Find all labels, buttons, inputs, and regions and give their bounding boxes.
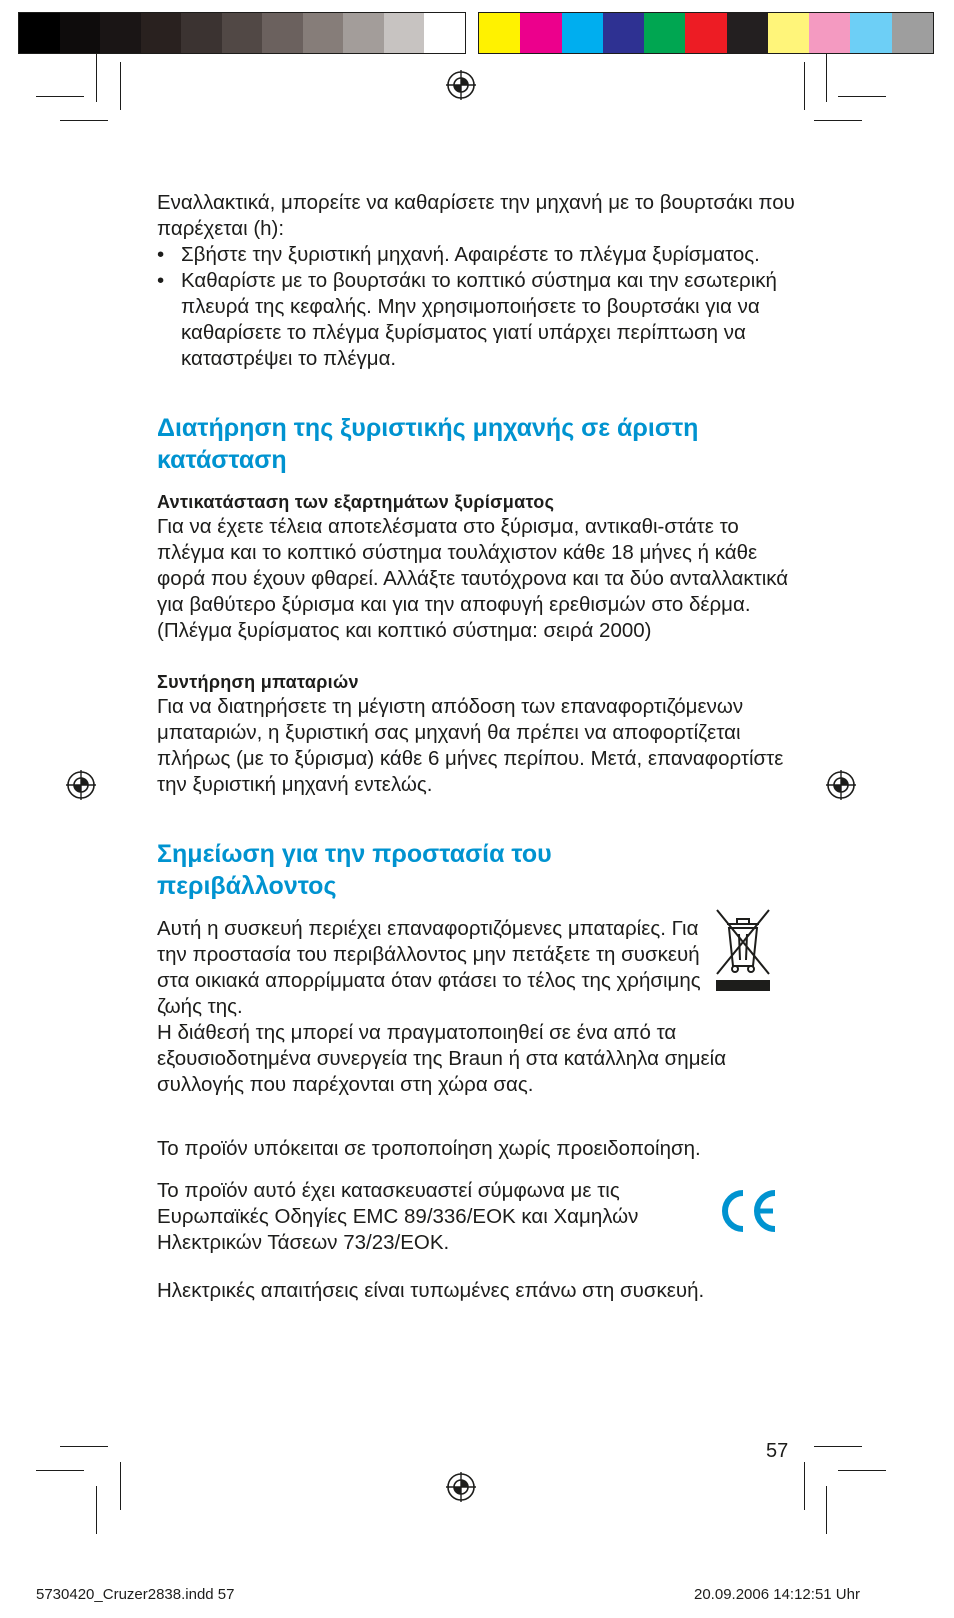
crop-mark [826,54,827,102]
calibration-swatch [727,13,768,53]
bullet-icon: • [157,243,165,266]
calibration-swatch [685,13,726,53]
modification-notice: Το προϊόν υπόκειται σε τροποποίηση χωρίς προειδοποίηση. [157,1137,701,1160]
calibration-swatch [303,13,344,53]
section-heading-environment: Σημείωση για την προστασία του περιβάλλοντος [157,840,552,900]
calibration-swatch [768,13,809,53]
replacement-note: (Πλέγμα ξυρίσματος και κοπτικό σύστημα: σειρά 2000) [157,619,652,642]
slug-filename: 5730420_Cruzer2838.indd 57 [36,1586,235,1603]
battery-text: Για να διατηρήσετε τη μέγιστη απόδοση των επαναφορτιζόμενων μπαταριών, η ξυριστική σας μηχανή θα πρέπει να αποφορτίζεται πλήρως (με το ξύρισμα) κάθε 6 μήνες περίπου. Μετά, επαναφορτίστε την ξυριστική μηχανή εντελώς. [157,695,784,796]
list-item-text: Καθαρίστε με το βουρτσάκι το κοπτικό σύστημα και την εσωτερική πλευρά της κεφαλής. Μην χρησιμοποιήσετε το βουρτσάκι για να καθαρίσετε το πλέγμα ξυρίσματος γιατί υπάρχει περίπτωση να καταστρέψει το πλέγμα. [181,269,777,370]
crop-mark [36,1470,84,1471]
crop-mark [826,1486,827,1534]
crop-mark [96,1486,97,1534]
crop-mark [814,1446,862,1447]
calibration-swatch [562,13,603,53]
list-item [157,268,797,372]
replacement-text: Για να έχετε τέλεια αποτελέσματα στο ξύρισμα, αντικαθι-στάτε το πλέγμα και το κοπτικό σύστημα τουλάχιστον κάθε 18 μήνες ή κάθε φορά που έχουν φθαρεί. Αλλάξτε ταυτόχρονα και τα δύο ανταλλακτικά για βαθύτερο ξύρισμα και για την αποφυγή ερεθισμών στο δέρμα. [157,515,789,616]
disposal-text: Η διάθεσή της μπορεί να πραγματοποιηθεί σε ένα από τα εξουσιοδοτημένα συνεργεία της Braun ή στα κατάλληλα σημεία συλλογής που παρέχονται στη χώρα σας. [157,1021,727,1096]
list-item-text: Σβήστε την ξυριστική μηχανή. Αφαιρέστε το πλέγμα ξυρίσματος. [181,243,760,266]
crop-mark [36,96,84,97]
crop-mark [60,1446,108,1447]
calibration-swatch [892,13,933,53]
list-item [157,242,797,268]
slug-timestamp: 20.09.2006 14:12:51 Uhr [694,1586,860,1603]
crossed-out-bin-icon [713,908,773,992]
subheading-battery: Συντήρηση μπαταριών [157,672,359,692]
ce-compliance-text: Το προϊόν αυτό έχει κατασκευαστεί σύμφωνα με τις Ευρωπαϊκές Οδηγίες EMC 89/336/EOK και Χαμηλών Ηλεκτρικών Τάσεων 73/23/EOK. [157,1179,639,1254]
color-calibration-strip [478,12,934,54]
calibration-swatch [384,13,425,53]
grayscale-calibration-strip [18,12,466,54]
calibration-swatch [644,13,685,53]
page-number: 57 [766,1440,789,1462]
ce-mark-icon [717,1188,779,1234]
calibration-swatch [850,13,891,53]
bullet-icon: • [157,269,165,292]
weee-block [157,916,797,1020]
crop-mark [60,120,108,121]
weee-text: Αυτή η συσκευή περιέχει επαναφορτιζόμενες μπαταρίες. Για την προστασία του περιβάλλοντος μην πετάξετε τη συσκευή στα οικιακά απορρίμματα όταν φτάσει το τέλος της χρήσιμης ζωής της. [157,917,701,1018]
calibration-swatch [60,13,101,53]
electrical-requirements-text: Ηλεκτρικές απαιτήσεις είναι τυπωμένες επάνω στη συσκευή. [157,1279,705,1302]
crop-mark [804,62,805,110]
calibration-swatch [424,13,465,53]
calibration-swatch [222,13,263,53]
calibration-swatch [181,13,222,53]
subheading-replacement: Αντικατάσταση των εξαρτημάτων ξυρίσματος [157,492,555,512]
calibration-swatch [262,13,303,53]
intro-bullet-list [157,242,797,372]
intro-text: Εναλλακτικά, μπορείτε να καθαρίσετε την μηχανή με το βουρτσάκι που παρέχεται (h): [157,191,795,240]
crop-mark [804,1462,805,1510]
section-heading-maintenance: Διατήρηση της ξυριστικής μηχανής σε άριστη κατάσταση [157,414,699,474]
calibration-swatch [479,13,520,53]
crop-mark [838,1470,886,1471]
calibration-swatch [343,13,384,53]
ce-block [157,1178,797,1256]
registration-mark-icon [446,70,476,100]
registration-mark-icon [446,1472,476,1502]
crop-mark [814,120,862,121]
registration-mark-icon [66,770,96,800]
crop-mark [96,54,97,102]
registration-mark-icon [826,770,856,800]
calibration-swatch [141,13,182,53]
calibration-swatch [603,13,644,53]
crop-mark [838,96,886,97]
calibration-swatch [19,13,60,53]
page-content [157,190,797,1304]
calibration-swatch [520,13,561,53]
crop-mark [120,1462,121,1510]
calibration-swatch [100,13,141,53]
calibration-swatch [809,13,850,53]
crop-mark [120,62,121,110]
